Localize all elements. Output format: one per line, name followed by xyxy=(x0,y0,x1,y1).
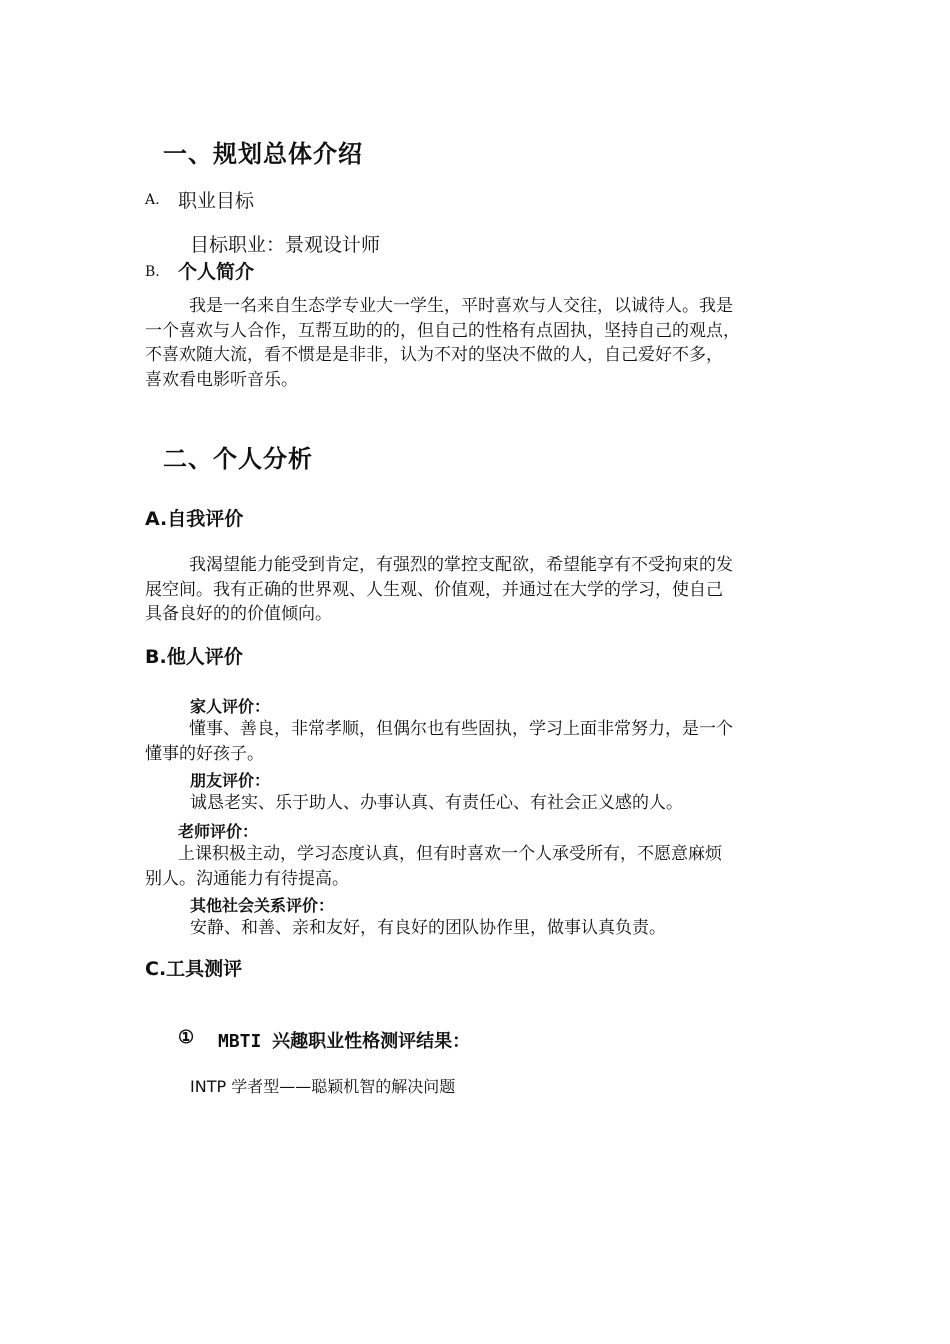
personal-intro-label: 个人简介 xyxy=(178,261,255,283)
paragraph-line: 具备良好的的价值倾向。 xyxy=(145,604,332,624)
mbti-item-number: ① xyxy=(178,1027,195,1048)
career-goal-label: 职业目标 xyxy=(178,190,255,212)
paragraph-line: 我渴望能力能受到肯定，有强烈的掌控支配欲，希望能享有不受拘束的发 xyxy=(189,555,733,575)
tools-eval-heading: C.工具测评 xyxy=(145,958,243,980)
others-eval-heading: B.他人评价 xyxy=(145,646,243,668)
family-eval-label: 家人评价： xyxy=(190,697,271,716)
personal-intro-paragraph xyxy=(145,294,740,392)
self-eval-heading: A.自我评价 xyxy=(145,508,244,530)
paragraph-line: 展空间。我有正确的世界观、人生观、价值观，并通过在大学的学习，使自己 xyxy=(145,579,723,600)
mbti-result: INTP 学者型——聪颖机智的解决问题 xyxy=(190,1077,456,1096)
target-career: 目标职业：景观设计师 xyxy=(190,234,381,256)
family-eval-text xyxy=(145,717,733,766)
social-eval-text: 安静、和善、亲和友好，有良好的团队协作里，做事认真负责。 xyxy=(190,918,666,938)
list-marker-b: B. xyxy=(145,264,160,280)
mbti-item-title: MBTI 兴趣职业性格测评结果： xyxy=(218,1031,471,1052)
paragraph-line: 不喜欢随大流，看不惯是是非非，认为不对的坚决不做的人，自己爱好不多， xyxy=(145,345,723,365)
paragraph-line: 我是一名来自生态学专业大一学生，平时喜欢与人交往，以诚待人。我是 xyxy=(189,296,733,316)
teacher-eval-text xyxy=(145,842,722,891)
paragraph-line: 喜欢看电影听音乐。 xyxy=(145,369,298,390)
self-eval-paragraph xyxy=(145,553,733,627)
section-title-planning-overview: 一、规划总体介绍 xyxy=(163,140,363,168)
paragraph-line: 懂事、善良，非常孝顺，但偶尔也有些固执，学习上面非常努力，是一个 xyxy=(189,719,733,739)
paragraph-line: 别人。沟通能力有待提高。 xyxy=(145,868,349,889)
friends-eval-label: 朋友评价： xyxy=(190,771,271,790)
teacher-eval-label: 老师评价： xyxy=(178,822,259,841)
friends-eval-text: 诚恳老实、乐于助人、办事认真、有责任心、有社会正义感的人。 xyxy=(190,793,683,813)
list-marker-a: A. xyxy=(145,192,160,208)
paragraph-line: 懂事的好孩子。 xyxy=(145,743,264,764)
paragraph-line: 一个喜欢与人合作，互帮互助的的，但自己的性格有点固执，坚持自己的观点， xyxy=(145,320,740,341)
paragraph-line: 上课积极主动，学习态度认真，但有时喜欢一个人承受所有，不愿意麻烦 xyxy=(178,844,722,864)
section-title-personal-analysis: 二、个人分析 xyxy=(163,445,313,473)
social-eval-label: 其他社会关系评价： xyxy=(190,896,335,915)
